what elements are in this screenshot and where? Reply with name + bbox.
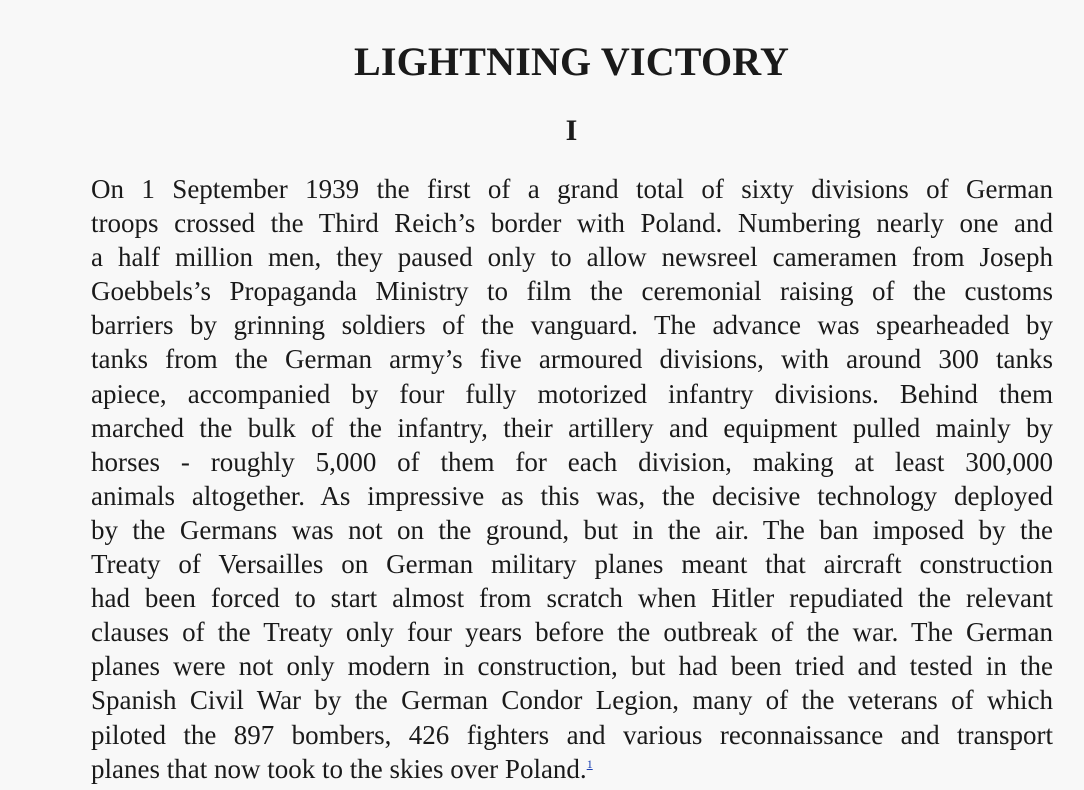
paragraph-line: Spanish Civil War by the German Condor Legion, many of the veterans of which [91, 685, 1053, 716]
paragraph-line: troops crossed the Third Reich’s border with Poland. Numbering nearly one and [91, 208, 1053, 239]
paragraph-line: piloted the 897 bombers, 426 fighters and various reconnaissance and transport [91, 719, 1053, 750]
paragraph-line: On 1 September 1939 the first of a grand total of sixty divisions of German [91, 174, 1053, 204]
body-paragraph [91, 172, 1053, 786]
paragraph-line: had been forced to start almost from scratch when Hitler repudiated the relevant [91, 583, 1053, 614]
paragraph-line: by the Germans was not on the ground, but in the air. The ban imposed by the [91, 514, 1053, 545]
paragraph-line: Treaty of Versailles on German military planes meant that aircraft construction [91, 549, 1053, 580]
paragraph-line: marched the bulk of the infantry, their artillery and equipment pulled mainly by [91, 412, 1053, 443]
footnote-link[interactable]: 1 [586, 756, 593, 771]
chapter-title: LIGHTNING VICTORY [353, 39, 790, 84]
paragraph-line: animals altogether. As impressive as this was, the decisive technology deployed [91, 480, 1053, 511]
section-number: I [565, 114, 578, 147]
paragraph-line: tanks from the German army’s five armoured divisions, with around 300 tanks [91, 344, 1053, 375]
paragraph-line: apiece, accompanied by four fully motorized infantry divisions. Behind them [91, 378, 1053, 409]
paragraph-line: horses - roughly 5,000 of them for each division, making at least 300,000 [91, 446, 1053, 477]
paragraph-line: a half million men, they paused only to allow newsreel cameramen from Joseph [91, 242, 1053, 273]
paragraph-last-line [91, 752, 1053, 786]
paragraph-line-text: planes that now took to the skies over Poland. [91, 753, 587, 784]
paragraph-line: Goebbels’s Propaganda Ministry to film the ceremonial raising of the customs [91, 276, 1053, 307]
paragraph-line: barriers by grinning soldiers of the vanguard. The advance was spearheaded by [91, 310, 1053, 341]
paragraph-line: clauses of the Treaty only four years before the outbreak of the war. The German [91, 617, 1053, 648]
paragraph-line: planes were not only modern in construction, but had been tried and tested in the [91, 651, 1053, 682]
